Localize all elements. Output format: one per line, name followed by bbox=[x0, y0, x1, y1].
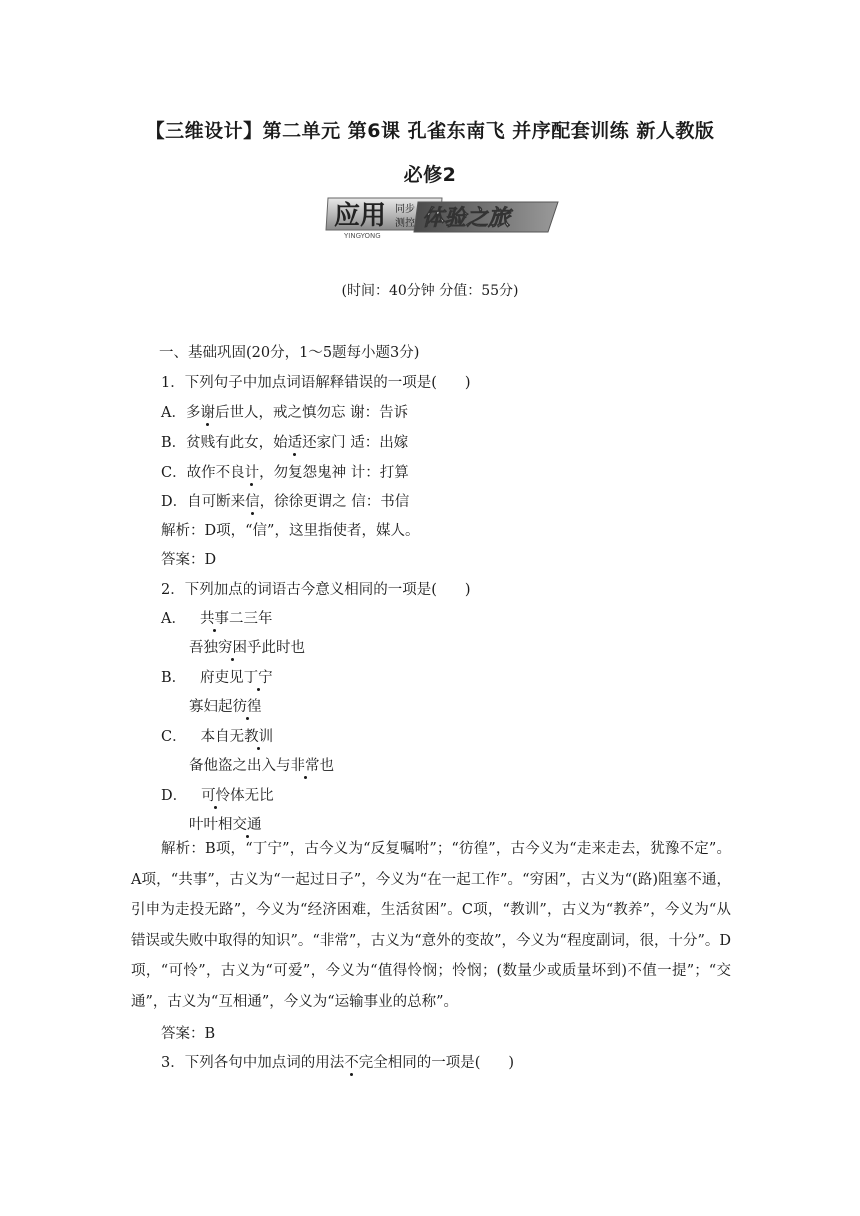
question-2-option-b-line2: 寡妇起彷徨 bbox=[189, 699, 262, 715]
banner-pinyin: YINGYONG bbox=[344, 232, 381, 240]
banner-small-bottom: 测控 bbox=[395, 218, 415, 229]
question-1-option-b[interactable]: B．贫贱有此女，始适还家门 适：出嫁 bbox=[161, 435, 409, 451]
question-1-stem: 1．下列句子中加点词语解释错误的一项是( ) bbox=[161, 375, 471, 391]
document-title: 【三维设计】第二单元 第6课 孔雀东南飞 并序配套训练 新人教版 bbox=[145, 120, 715, 142]
question-1-option-a[interactable]: A．多谢后世人，戒之慎勿忘 谢：告诉 bbox=[161, 405, 409, 421]
question-2-option-c[interactable]: C． 本自无教训 bbox=[161, 729, 274, 745]
question-2-option-a[interactable]: A． 共事二三年 bbox=[161, 611, 273, 627]
banner-rest-text: 体验之旅 bbox=[422, 206, 511, 231]
question-2-option-d[interactable]: D． 可怜体无比 bbox=[161, 788, 274, 804]
time-and-score: (时间：40分钟 分值：55分) bbox=[341, 283, 519, 299]
question-1-analysis: 解析：D项，“信”，这里指使者，媒人。 bbox=[161, 523, 420, 539]
banner-big-text: 应用 bbox=[334, 201, 387, 231]
question-2-option-a-line2: 吾独穷困乎此时也 bbox=[189, 640, 305, 656]
document-title-line2: 必修2 bbox=[403, 164, 457, 186]
question-1-answer: 答案：D bbox=[161, 552, 217, 568]
question-3-stem: 3．下列各句中加点词的用法不完全相同的一项是( ) bbox=[161, 1055, 515, 1071]
question-2-option-b[interactable]: B． 府吏见丁宁 bbox=[161, 670, 273, 686]
banner-small-top: 同步 bbox=[395, 204, 415, 215]
section-banner bbox=[322, 192, 562, 240]
section-heading: 一、基础巩固(20分，1～5题每小题3分) bbox=[159, 345, 420, 361]
question-1-option-d[interactable]: D．自可断来信，徐徐更谓之 信：书信 bbox=[161, 494, 410, 510]
question-2-answer: 答案：B bbox=[161, 1026, 216, 1042]
question-2-option-d-line2: 叶叶相交通 bbox=[189, 817, 262, 833]
question-2-option-c-line2: 备他盗之出入与非常也 bbox=[189, 758, 334, 774]
question-1-option-c[interactable]: C．故作不良计，勿复怨鬼神 计：打算 bbox=[161, 465, 409, 481]
question-2-stem: 2．下列加点的词语古今意义相同的一项是( ) bbox=[161, 582, 471, 598]
question-2-analysis: 解析：B项，“丁宁”，古今义为“反复嘱咐”；“彷徨”，古今义为“走来走去，犹豫不定”。A项，“共事”，古义为“一起过日子”，今义为“在一起工作”。“穷困”，古义为“(路)阻塞不通，引申为走投无路”，今义为“经济困难，生活贫困”。C项，“教训”，古义为“教养”，今义为“从错误或失败中取得的知识”。“非常”，古义为“意外的变故”，今义为“程度副词，很，十分”。D项，“可怜”，古义为“可爱”，今义为“值得怜悯；怜悯；(数量少或质量坏到)不值一提”；“交通”，古义为“互相通”，今义为“运输事业的总称”。 bbox=[131, 841, 732, 1010]
